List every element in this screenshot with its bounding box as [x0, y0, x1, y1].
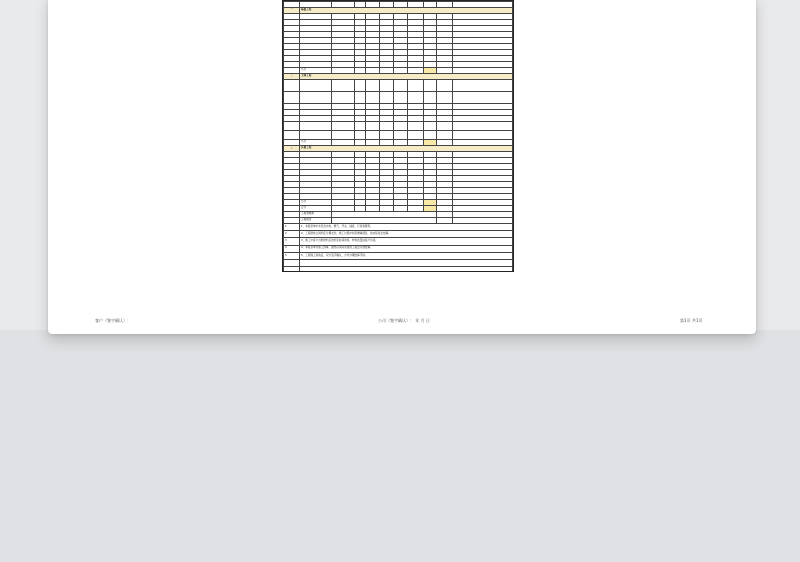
table-row — [284, 122, 513, 131]
table-row: 5 5、工程竣工验收后，双方签字确认，方可办理结算手续。 — [284, 252, 513, 259]
table-row: 工程管理费 — [284, 212, 513, 218]
footer-center: 公司（签字确认）： 年 月 日 — [378, 318, 430, 323]
footer-right: 第1页 共1页 — [680, 318, 703, 323]
footer-left: 客户（签字确认）： — [95, 318, 131, 323]
table-row: 三 其他工程 — [284, 146, 513, 152]
table-row — [284, 80, 513, 92]
table-row: 一 基础工程 — [284, 8, 513, 14]
table-row: 1 1、本报价单中未包含水电、燃气、开关、插座、灯具等费用。 — [284, 224, 513, 231]
table-row — [284, 267, 513, 272]
table-row — [284, 131, 513, 140]
table-row — [284, 259, 513, 266]
table-row — [284, 92, 513, 104]
table-row: 小计 — [284, 68, 513, 74]
table-row: 2 2、工程款按合同约定分期支付，施工过程中如有增减项目，按实际发生结算。 — [284, 231, 513, 238]
table-row: 合计 — [284, 206, 513, 212]
table-row: 4 4、本报价单为施工预算，最终以实际完成的工程量为准结算。 — [284, 245, 513, 252]
table-row: 工程税金 — [284, 218, 513, 224]
table-row: 小计 — [284, 200, 513, 206]
table-row: 小计 — [284, 140, 513, 146]
quotation-table — [282, 0, 514, 272]
table-row: 二 主体工程 — [284, 74, 513, 80]
table-row: 3 3、施工中客户自购材料应按约定时间进场，材料质量由客户负责。 — [284, 238, 513, 245]
